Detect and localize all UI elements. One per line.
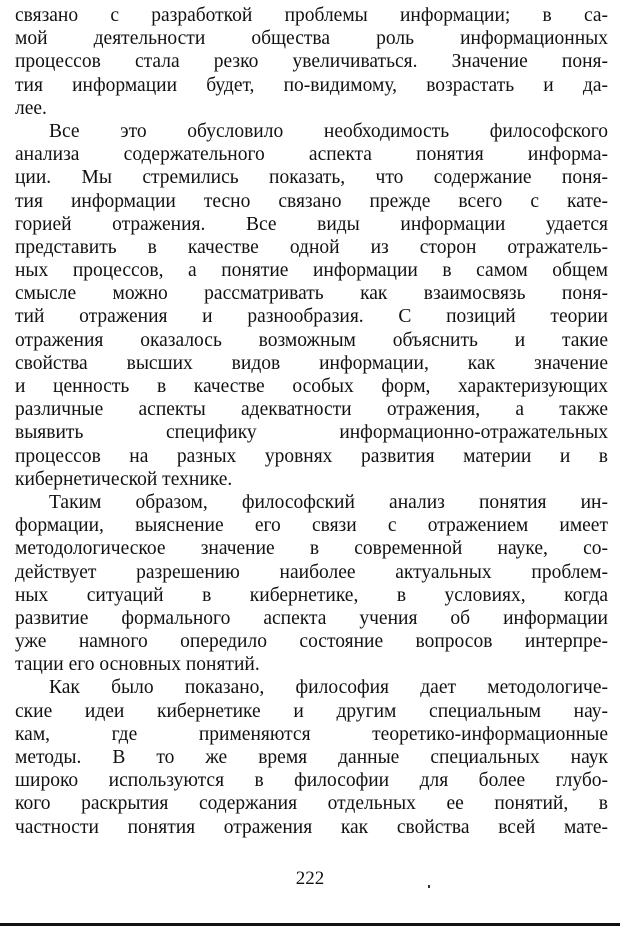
text-line: широко используются в философии для более глубо- [15,770,608,792]
body-text [15,4,608,839]
page-number: 222 [295,868,325,889]
text-line: Таким образом, философский анализ понятия ин- [49,491,608,513]
text-line: ские идеи кибернетике и другим специальным нау- [15,700,608,722]
text-line: развитие формального аспекта учения об информации [15,607,608,629]
scan-speck [428,885,430,888]
page-bottom-rule [0,923,620,926]
text-line: лее. [15,97,47,119]
text-line: формации, выяснение его связи с отражением имеет [15,515,608,537]
text-line: ции. Мы стремились показать, что содержание поня- [15,167,608,189]
text-line: ных ситуаций в кибернетике, в условиях, когда [15,584,608,606]
text-line: тия информации тесно связано прежде всего с кате- [15,190,608,212]
text-line: методологическое значение в современной науке, со- [15,538,608,560]
text-line: частности понятия отражения как свойства всей мате- [15,816,608,838]
text-line: горией отражения. Все виды информации удается [15,213,608,235]
text-line: анализа содержательного аспекта понятия информа- [15,144,608,166]
text-line: представить в качестве одной из сторон отражатель- [15,236,608,258]
text-line: кого раскрытия содержания отдельных ее понятий, в [15,793,608,815]
text-line: кибернетической технике. [15,468,233,490]
text-line: процессов стала резко увеличиваться. Значение поня- [15,51,608,73]
text-line: мой деятельности общества роль информационных [15,28,608,50]
text-line: различные аспекты адекватности отражения, а также [15,399,608,421]
text-line: тия информации будет, по-видимому, возрастать и да- [15,74,608,96]
text-line: выявить специфику информационно-отражательных [15,422,608,444]
text-line: смысле можно рассматривать как взаимосвязь поня- [15,283,608,305]
text-line: действует разрешению наиболее актуальных проблем- [15,561,608,583]
text-line: кам, где применяются теоретико-информационные [15,723,608,745]
text-line: уже намного опередило состояние вопросов интерпре- [15,631,608,653]
text-line: тий отражения и разнообразия. С позиций теории [15,306,608,328]
text-line: ных процессов, а понятие информации в самом общем [15,260,608,282]
text-line: методы. В то же время данные специальных наук [15,747,608,768]
text-line: тации его основных понятий. [15,654,260,676]
text-line: процессов на разных уровнях развития материи и в [15,445,608,467]
text-line: Все это обусловило необходимость философского [49,120,608,142]
text-line: и ценность в качестве особых форм, характеризующих [15,376,608,397]
text-line: отражения оказалось возможным объяснить и такие [15,329,608,351]
text-line: Как было показано, философия дает методологиче- [49,677,608,699]
text-line: связано с разработкой проблемы информации; в са- [15,5,608,26]
text-line: свойства высших видов информации, как значение [15,352,608,374]
